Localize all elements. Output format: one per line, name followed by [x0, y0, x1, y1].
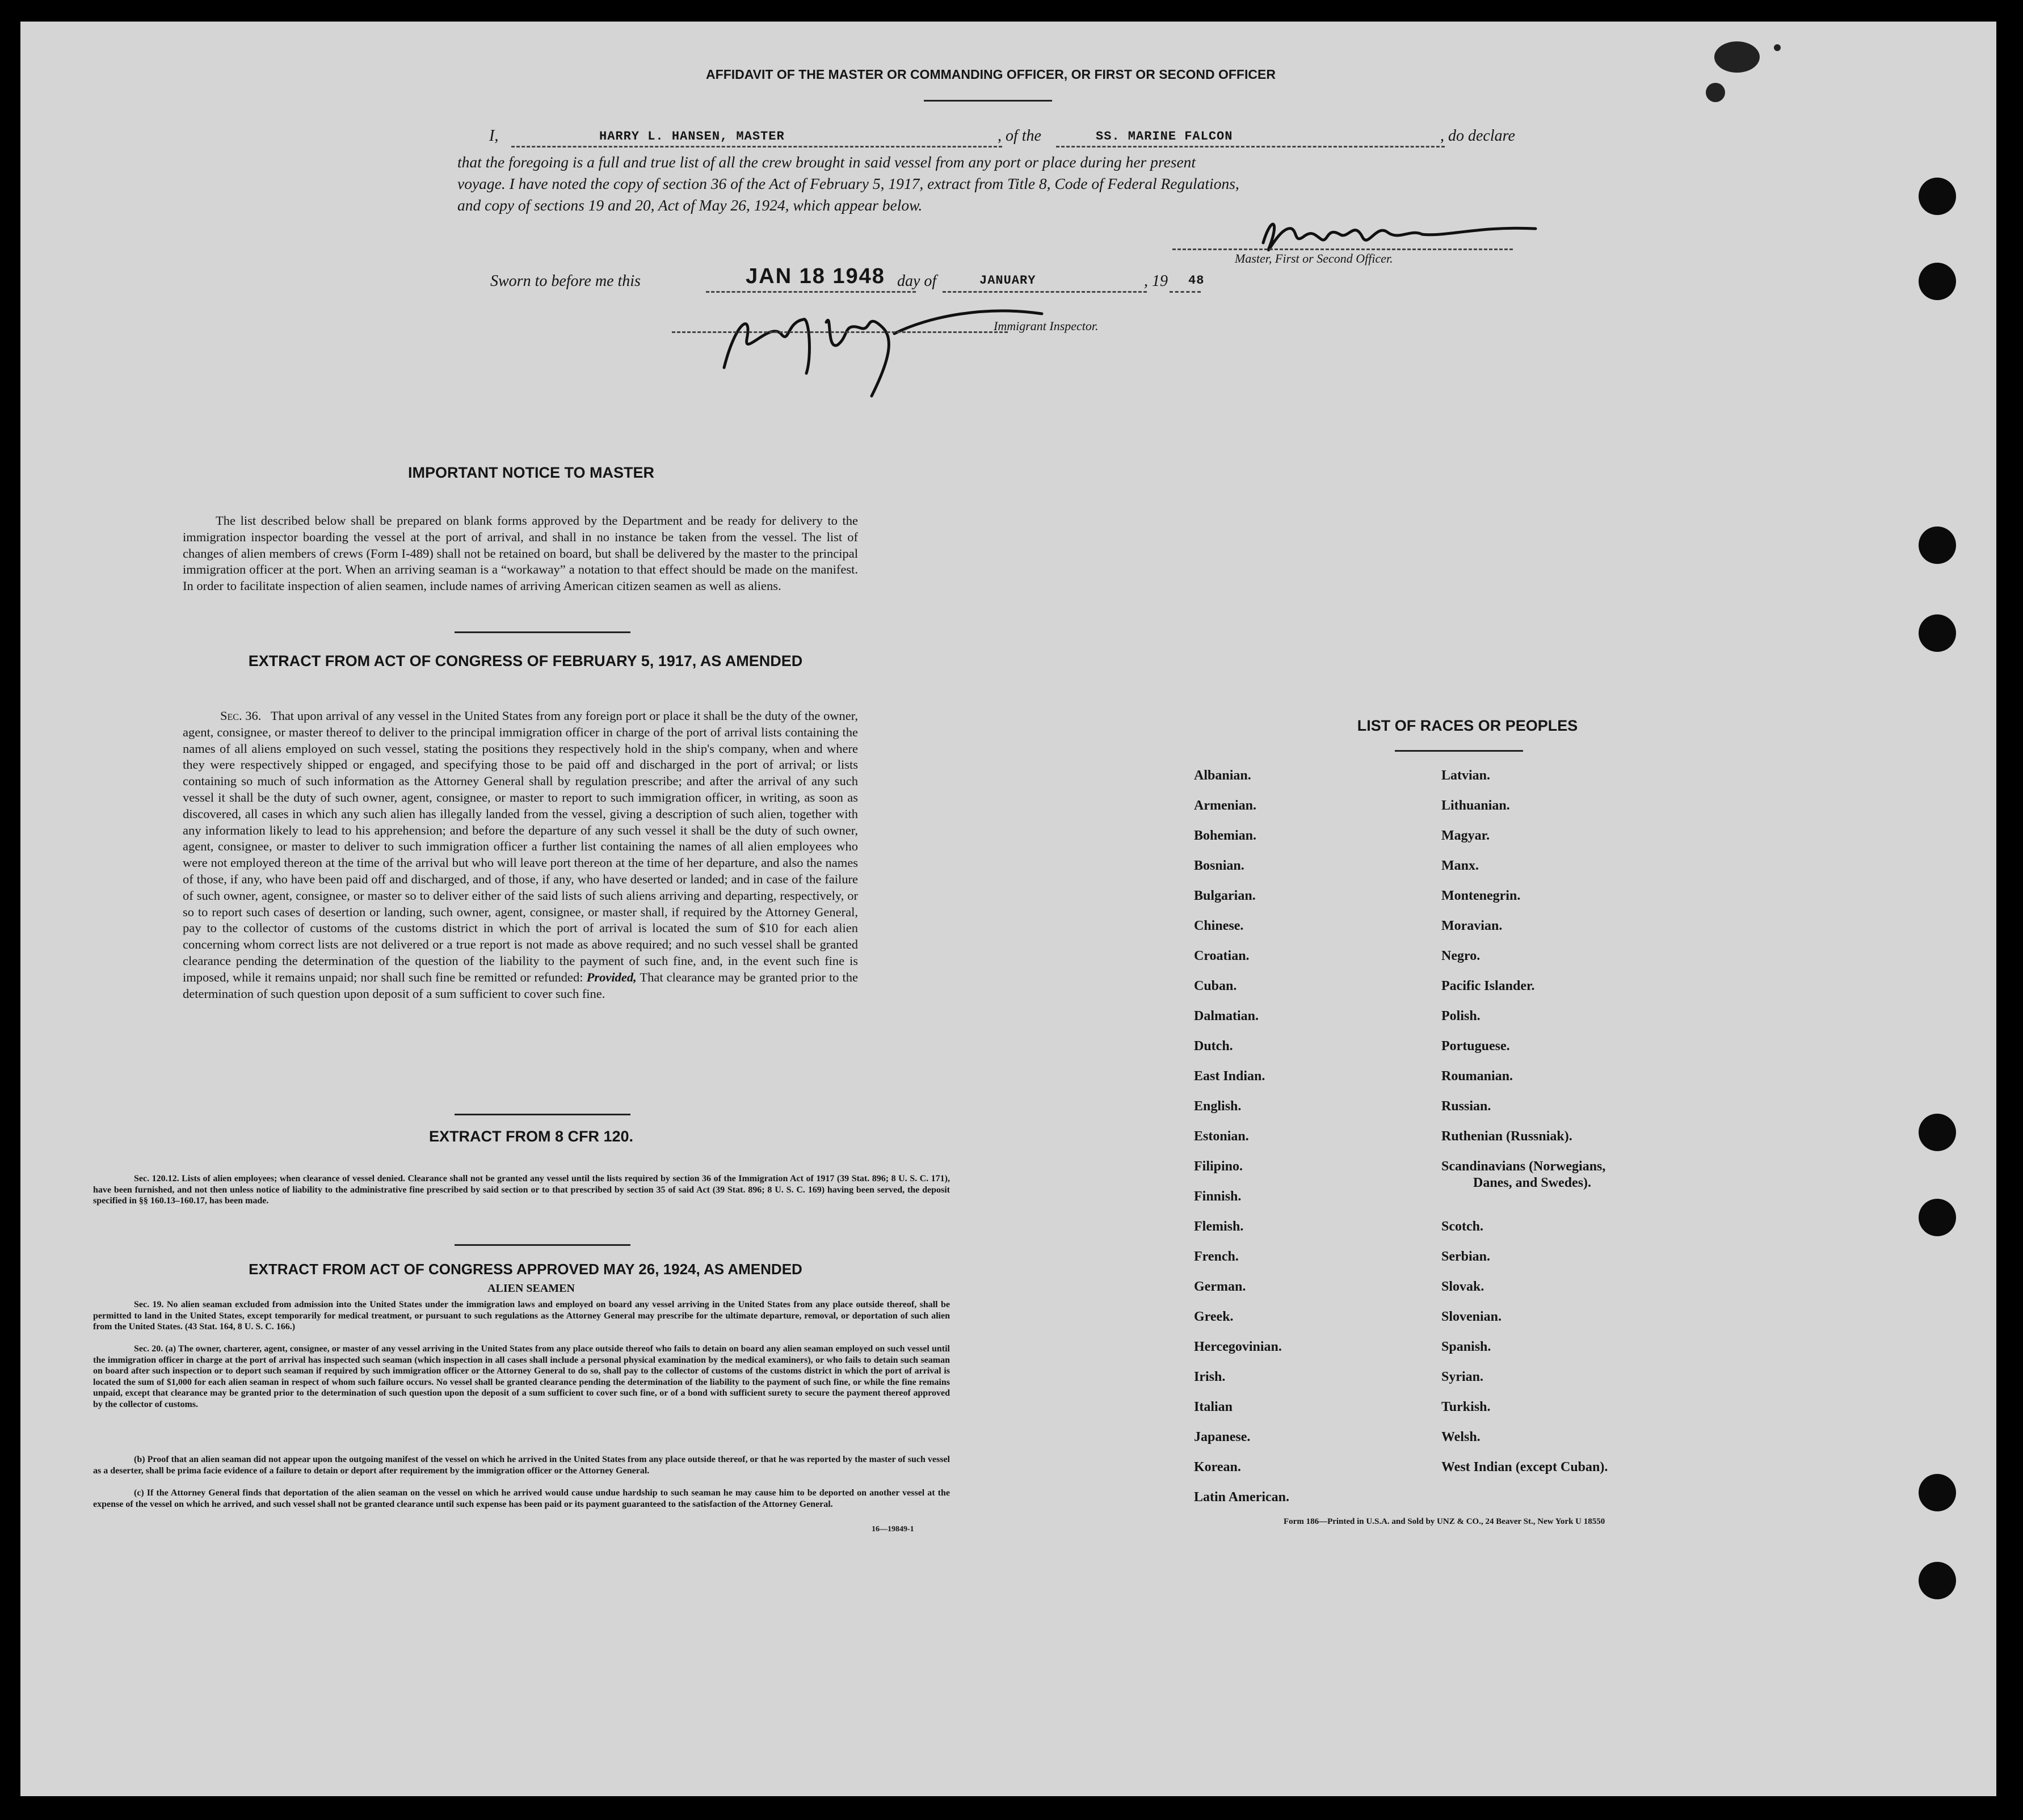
- affidavit-title: AFFIDAVIT OF THE MASTER OR COMMANDING OFFICER, OR FIRST OR SECOND OFFICER: [706, 67, 1276, 82]
- title-underline: [924, 100, 1052, 102]
- race-item: Greek.: [1194, 1309, 1234, 1324]
- sec-20a-text: Sec. 20. (a) The owner, charterer, agent, consignee, or master of any vessel arriving in the United States from any place outside thereof who fails to detain on board any alien seaman employed on such vessel until the immigration officer in charge at the port of arrival has inspected such seaman (which inspection in all cases shall include a personal physical examination by the medical examiners), or who fails to detain such seaman on board after such inspection or to deport such seaman if required by such immigration officer or the Attorney General to do so, shall pay to the collector of customs of the customs district in which the port of arrival is located the sum of $1,000 for each alien seaman in respect of whom such failure occurs. No vessel shall be granted clearance pending the determination of the liability to the payment of such fine, or while the fine remains unpaid, except that clearance may be granted prior to the determination of such question upon the deposit of a sum sufficient to cover such fine, or of a bond with sufficient surety to secure the payment thereof approved by the collector of customs.: [93, 1344, 950, 1409]
- year-value: 48: [1188, 273, 1205, 288]
- extract-1917-body: [183, 708, 858, 1002]
- race-item: Dalmatian.: [1194, 1009, 1259, 1023]
- sec-19-text: Sec. 19. No alien seaman excluded from admission into the United States under the immigration laws and employed on board any vessel arriving in the United States from any place outside thereof, shall be permitted to land in the United States, except temporarily for medical treatment, or pursuant to such regulations as the Attorney General may prescribe for the ultimate departure, removal, or deportation of such alien from the United States. (43 Stat. 164, 8 U. S. C. 166.): [93, 1300, 950, 1332]
- race-item: Serbian.: [1441, 1249, 1491, 1264]
- extract-1924-title: EXTRACT FROM ACT OF CONGRESS APPROVED MAY 26, 1924, AS AMENDED: [249, 1261, 802, 1278]
- binder-hole: [1919, 1562, 1956, 1599]
- race-item: Lithuanian.: [1441, 798, 1510, 813]
- race-item: Magyar.: [1441, 828, 1490, 843]
- race-item: Portuguese.: [1441, 1039, 1510, 1054]
- race-item: Japanese.: [1194, 1430, 1251, 1444]
- race-item: German.: [1194, 1279, 1246, 1294]
- binder-hole: [1919, 1474, 1956, 1511]
- race-item: Korean.: [1194, 1460, 1241, 1474]
- binder-hole: [1919, 263, 1956, 300]
- race-item: Danes, and Swedes).: [1473, 1176, 1592, 1190]
- section-divider: [455, 1244, 630, 1246]
- inspector-signature: [690, 288, 1053, 402]
- vessel-name: SS. MARINE FALCON: [1096, 129, 1233, 144]
- race-item: Pacific Islander.: [1441, 979, 1535, 993]
- race-item: Russian.: [1441, 1099, 1491, 1114]
- race-item: Flemish.: [1194, 1219, 1244, 1234]
- affidavit-lead: I,: [489, 127, 499, 145]
- ink-blot: [1714, 41, 1760, 73]
- race-item: Latvian.: [1441, 768, 1491, 783]
- binder-hole: [1919, 1199, 1956, 1236]
- cfr-title: EXTRACT FROM 8 CFR 120.: [428, 1128, 634, 1145]
- section-divider: [455, 1114, 630, 1115]
- race-item: Roumanian.: [1441, 1069, 1513, 1084]
- vessel-blank: [1056, 146, 1445, 148]
- sec-20b-text: (b) Proof that an alien seaman did not appear upon the outgoing manifest of the vessel on which he arrived in the United States from any place outside thereof, or that he was reported by the master of such vessel as a deserter, shall be prima facie evidence of a failure to detain or deport after requirement by the immigration officer or the Attorney General.: [93, 1455, 950, 1476]
- race-item: Croatian.: [1194, 949, 1250, 963]
- race-item: Dutch.: [1194, 1039, 1233, 1054]
- race-item: Finnish.: [1194, 1189, 1242, 1204]
- race-item: Estonian.: [1194, 1129, 1249, 1144]
- race-item: Bohemian.: [1194, 828, 1257, 843]
- race-item: Armenian.: [1194, 798, 1256, 813]
- printer-footer: Form 186—Printed in U.S.A. and Sold by UNZ & CO., 24 Beaver St., New York U 18550: [1284, 1517, 1605, 1526]
- inspector-caption: Immigrant Inspector.: [994, 319, 1099, 333]
- race-item: East Indian.: [1194, 1069, 1265, 1084]
- race-item: Scotch.: [1441, 1219, 1483, 1234]
- sec-36-label: Sec. 36.: [220, 709, 262, 723]
- race-item: Turkish.: [1441, 1400, 1491, 1414]
- race-item: Moravian.: [1441, 919, 1503, 933]
- race-item: Chinese.: [1194, 919, 1244, 933]
- affidavit-line-2: that the foregoing is a full and true list of all the crew brought in said vessel from any port or place during her present: [457, 153, 1196, 171]
- race-item: Latin American.: [1194, 1490, 1289, 1505]
- year-blank: [1170, 291, 1201, 293]
- binder-hole: [1919, 1114, 1956, 1151]
- race-item: Scandinavians (Norwegians,: [1441, 1159, 1606, 1174]
- race-item: Polish.: [1441, 1009, 1481, 1023]
- month-value: JANUARY: [979, 273, 1036, 288]
- form-code: 16—19849-1: [872, 1525, 914, 1533]
- binder-hole: [1919, 614, 1956, 652]
- races-title: LIST OF RACES OR PEOPLES: [1357, 717, 1578, 734]
- provided-text: That clearance may be granted prior to the determination of such question upon deposit of a sum sufficient to cover such fine.: [183, 970, 859, 1001]
- race-item: Ruthenian (Russniak).: [1441, 1129, 1572, 1144]
- race-item: Welsh.: [1441, 1430, 1481, 1444]
- race-item: Italian: [1194, 1400, 1233, 1414]
- race-item: West Indian (except Cuban).: [1441, 1460, 1608, 1474]
- notice-title: IMPORTANT NOTICE TO MASTER: [408, 464, 654, 481]
- race-item: Slovenian.: [1441, 1309, 1502, 1324]
- race-item: Filipino.: [1194, 1159, 1243, 1174]
- race-item: Cuban.: [1194, 979, 1237, 993]
- year-prefix: , 19: [1144, 272, 1168, 290]
- affidavit-line-4: and copy of sections 19 and 20, Act of May 26, 1924, which appear below.: [457, 196, 923, 214]
- date-stamp: JAN 18 1948: [746, 264, 885, 288]
- race-item: English.: [1194, 1099, 1242, 1114]
- race-item: Montenegrin.: [1441, 888, 1521, 903]
- officer-caption: Master, First or Second Officer.: [1235, 251, 1393, 266]
- race-item: French.: [1194, 1249, 1239, 1264]
- race-item: Albanian.: [1194, 768, 1251, 783]
- race-item: Manx.: [1441, 858, 1479, 873]
- race-item: Negro.: [1441, 949, 1481, 963]
- master-name: HARRY L. HANSEN, MASTER: [599, 129, 785, 144]
- day-of-label: day of: [897, 272, 937, 290]
- affidavit-line-3: voyage. I have noted the copy of section 36 of the Act of February 5, 1917, extract from Title 8, Code of Federal Regulations,: [457, 175, 1239, 192]
- cfr-body: Sec. 120.12. Lists of alien employees; when clearance of vessel denied. Clearance shall not be granted any vessel until the lists required by section 36 of the Immigration Act of 1917 (39 Stat. 896; 8 U. S. C. 171), have been furnished, and not then unless notice of liability to the administrative fine prescribed by said section or to that prescribed by section 35 of said Act (39 Stat. 896; 8 U. S. C. 169) having been served, the deposit specified in §§ 160.13–160.17, has been made.: [93, 1174, 950, 1206]
- extract-1917-title: EXTRACT FROM ACT OF CONGRESS OF FEBRUARY 5, 1917, AS AMENDED: [248, 652, 803, 669]
- race-item: Irish.: [1194, 1370, 1226, 1384]
- officer-signature-line: [1172, 248, 1513, 250]
- document-page: [20, 22, 1996, 1796]
- ink-blot: [1774, 44, 1781, 51]
- race-item: Spanish.: [1441, 1339, 1491, 1354]
- of-the-label: , of the: [998, 127, 1041, 145]
- race-item: Slovak.: [1441, 1279, 1484, 1294]
- binder-hole: [1919, 526, 1956, 564]
- race-item: Hercegovinian.: [1194, 1339, 1282, 1354]
- race-item: Syrian.: [1441, 1370, 1484, 1384]
- sec-20c-text: (c) If the Attorney General finds that deportation of the alien seaman on the vessel on which he arrived would cause undue hardship to such seaman he may cause him to be deported on another vessel at the expense of the vessel on which he arrived, and such vessel shall not be granted clearance until such expense has been paid or its payment guaranteed to the satisfaction of the Attorney General.: [93, 1488, 950, 1509]
- notice-body: The list described below shall be prepared on blank forms approved by the Department and be ready for delivery to the immigration inspector boarding the vessel at the port of arrival, and shall in no instance be taken from the vessel. The list of changes of alien members of crews (Form I-489) shall not be retained on board, but shall be delivered by the master to the principal immigration officer at the port. When an arriving seaman is a “workaway” a notation to that effect should be made on the manifest. In order to facilitate inspection of alien seamen, include names of arriving American citizen seamen as well as aliens.: [183, 513, 858, 593]
- race-item: Bosnian.: [1194, 858, 1244, 873]
- races-title-underline: [1395, 750, 1523, 752]
- sworn-label: Sworn to before me this: [490, 272, 641, 290]
- ink-blot: [1706, 83, 1725, 102]
- binder-hole: [1919, 178, 1956, 215]
- name-blank: [511, 146, 1002, 148]
- alien-seamen-subtitle: ALIEN SEAMEN: [487, 1282, 575, 1295]
- provided-label: Provided,: [586, 970, 637, 984]
- do-declare-label: , do declare: [1440, 127, 1515, 145]
- sec-36-text: That upon arrival of any vessel in the United States from any foreign port or place it shall be the duty of the owner, agent, consignee, or master thereof to deliver to the principal immigration officer in charge of the port of arrival lists containing the names of all aliens employed on such vessel, stating the positions they respectively hold in the ship's company, when and where they were respectively shipped or engaged, and specifying those to be paid off and discharged in the port of arrival; or lists containing so much of such information as the Attorney General shall by regulation prescribe; and after the arrival of any such vessel it shall be the duty of such owner, agent, consignee, or master to report to such immigration officer, in writing, as soon as discovered, all cases in which any such alien has illegally landed from the vessel, giving a description of such alien, together with any information likely to lead to his apprehension; and before the departure of any such vessel it shall be the duty of such owner, agent, consignee, or master to deliver to such immigration officer a further list containing the names of all alien employees who were not employed thereon at the time of the arrival but who will leave port thereon at the time of her departure, and also the names of those, if any, who have been paid off and discharged, and of those, if any, who have deserted or landed; and in case of the failure of such owner, agent, consignee, or master so to deliver either of the said lists of such aliens arriving and departing, respectively, or so to report such cases of desertion or landing, such owner, agent, consignee, or master shall, if required by the Attorney General, pay to the collector of customs of the customs district in which the port of arrival is located the sum of $10 for each alien concerning whom correct lists are not delivered or a true report is not made as above required; and no such vessel shall be granted clearance pending the determination of the question of the liability to the payment of such fine, and, in the event such fine is imposed, while it remains unpaid; nor shall such fine be remitted or refunded:: [183, 709, 858, 984]
- race-item: Bulgarian.: [1194, 888, 1256, 903]
- section-divider: [455, 631, 630, 633]
- inspector-signature-line: [672, 331, 1008, 333]
